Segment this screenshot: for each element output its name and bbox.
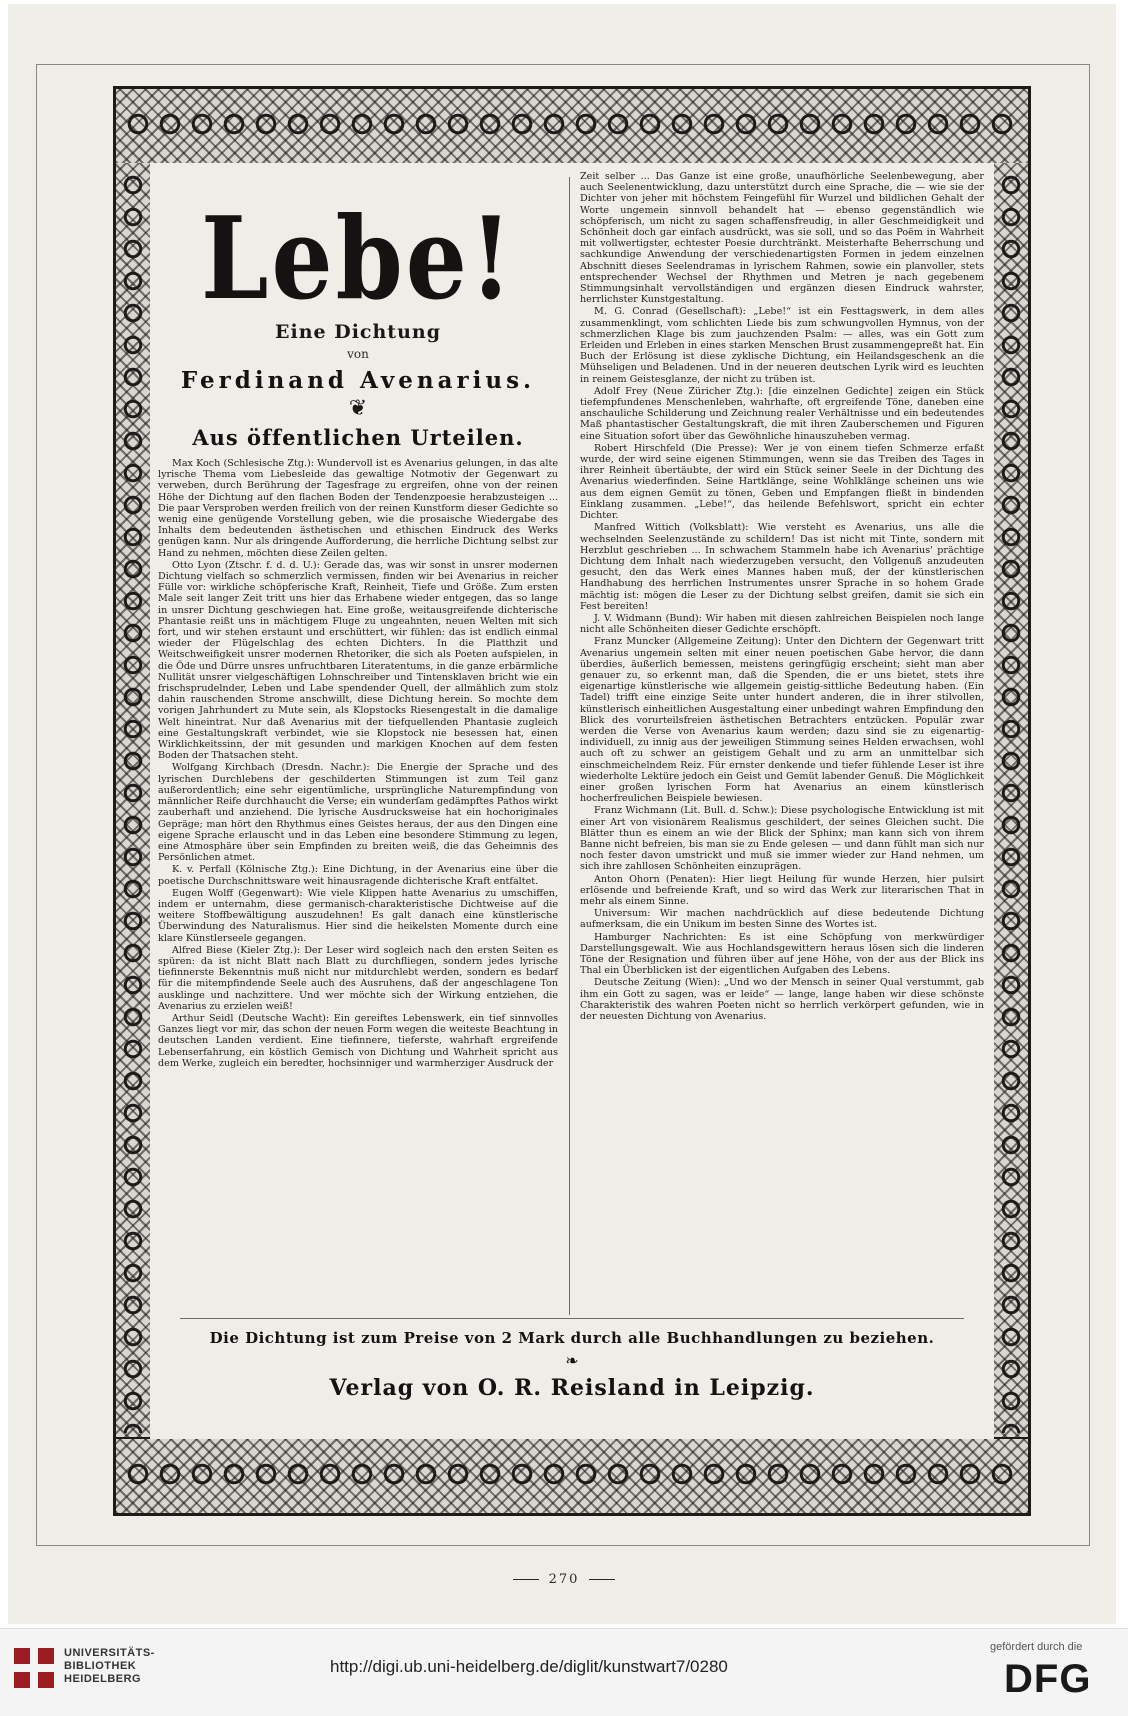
library-name: UNIVERSITÄTS- BIBLIOTHEK HEIDELBERG [64,1647,155,1685]
review-paragraph: M. G. Conrad (Gesellschaft): „Lebe!“ ist ein Festtagswerk, in dem alles zusammenklingt, vom schlichten Liede bis zum schwungvollen Hymnus, von der schmerzlichen Klage bis zum jauchzenden Psalm: — alles, was ein Gott zum Erleiden und Erleben in eines starken Menschen Brust zusammengepreßt hat. Ein Buch der Erlösung ist diese zyklische Dichtung, ein Heilandsgeschenk an die Mühseligen und Beladenen. Und in der neueren deutschen Lyrik wird es leuchten in reinem Geistesglanze, der nicht zu trüben ist. [580,306,984,385]
review-paragraph: Adolf Frey (Neue Züricher Ztg.): [die einzelnen Gedichte] zeigen ein Stück tiefempfundenes Menschenleben, wahrhafte, oft ergreifende Töne, daneben eine anschauliche Schilderung und Zeichnung realer Verhältnisse und ein bedeutendes Maß phantastischer Gestaltungskraft, die mit ihren Zauberschemen und Figuren eine Situation sofort über das Gewöhnliche hinauszuheben vermag. [580,385,984,442]
review-paragraph: Otto Lyon (Ztschr. f. d. d. U.): Gerade das, was wir sonst in unsrer modernen Dichtung vielfach so schmerzlich vermissen, finden wir bei Avenarius in reicher Fülle vor: wirkliche schöpferische Kraft, Reinheit, Tiefe und Größe. Zum ersten Male seit langer Zeit tritt uns hier das Erhabene wieder entgegen, das so lange in unsrer Dichtung geschwiegen hat. Eine große, weitausgreifende dichterische Phantasie reißt uns in mächtigem Fluge zu ungeahnten, neuen Welten mit sich fort, und wir stehen erstaunt und erschüttert, wir fühlen: das ist endlich einmal wieder der Flügelschlag des echten Dichters. In die Platthzit und Weitschweifigkeit unsrer modernen Rhetoriker, die sich als Poeten aufspielen, in die Öde und Dürre unsres unfruchtbaren Literatentums, in die ganze erbärmliche Nullität unsrer vielgeschäftigen Lohnschreiber und Tintensklaven bricht wie ein frischsprudelnder, Leben und Labe spendender Quell, der allmählich zum stolz dahin rauschenden Strome anschwillt, diese Dichtung herein. So mochte dem vorigen Jahrhundert zu Mute sein, als Klopstocks Riesengestalt in die damalige Welt hineintrat. Nur daß Avenarius mit der tiefquellenden Phantasie zugleich eine Gestaltungskraft verbindet, wie sie Klopstock nie besessen hat, einen Wirklichkeitssinn, der mit gesunden und markigen Knochen auf dem festen Boden der Thatsachen steht. [158,559,558,762]
separator-rule [180,1318,964,1319]
review-paragraph: Universum: Wir machen nachdrücklich auf diese bedeutende Dichtung aufmerksam, die ein Unikum im besten Sinne des Wortes ist. [580,908,984,931]
review-paragraph: Manfred Wittich (Volksblatt): Wie versteht es Avenarius, uns alle die wechselnden Seelenzustände zu schildern! Das ist nicht mit Tinte, sondern mit Herzblut geschrieben ... In schwachem Stammeln habe ich Avenarius' prächtige Dichtung dem Inhalt nach wiederzugeben versucht, den Vollgenuß anzudeuten gesucht, den das Werk eines Mannes haben muß, der der künstlerischen Handhabung des herrlichen Instrumentes unsrer Sprache in so hohem Grade mächtig ist: mögen die Leser zu der Dichtung selbst greifen, damit sie sich ein Fest bereiten! [580,522,984,612]
right-column [580,171,984,1023]
review-paragraph: Eugen Wolff (Gegenwart): Wie viele Klippen hatte Avenarius zu umschiffen, indem er unternahm, diese germanisch-charakteristische Dichtweise auf die weitere Stoffbewältigung auszudehnen! Es galt danach eine künstlerische Überwindung des Naturalismus. Hier sind die heikelsten Momente durch eine klare Künstlerseele gegangen. [158,887,558,944]
review-paragraph: J. V. Widmann (Bund): Wir haben mit diesen zahlreichen Beispielen noch lange nicht alle Schönheiten dieser Gedichte erschöpft. [580,612,984,636]
funded-by-label: gefördert durch die [990,1641,1083,1653]
review-paragraph: K. v. Perfall (Kölnische Ztg.): Eine Dichtung, in der Avenarius eine über die poetische Durchschnittsware weit hinausragende dichterische Kraft entfaltet. [158,864,558,887]
column-divider [569,177,570,1315]
review-paragraph: Max Koch (Schlesische Ztg.): Wundervoll ist es Avenarius gelungen, in das alte lyrische Thema vom Liebesleide das gewaltige Notmotiv der Gegenwart zu verweben, durch Berührung der Tagesfrage zu ergreifen, ohne von der reinen Höhe der Dichtung auf den flachen Boden der Tendenzpoesie herabzusteigen ... Die paar Versproben werden freilich von der reinen Kunstform dieser Gedichte so wenig eine genügende Vorstellung geben, wie die prosaische Wiedergabe des Inhalts dem bedeutenden ästhetischen und ethischen Eindruck des Werks genügen kann. Nur als dringende Aufforderung, die herrliche Dichtung selbst zur Hand zu nehmen, möchten diese Zeilen gelten. [158,458,558,559]
review-paragraph: Hamburger Nachrichten: Es ist eine Schöpfung von merkwürdiger Darstellungsgewalt. Wie aus Hochlandsgewittern heraus lösen sich die linderen Töne der Resignation und führen über auf jene Höhe, von der aus der Blick ins Thal ein Überblicken ist der eigentlichen Aufgaben des Lebens. [580,931,984,977]
review-paragraph: Arthur Seidl (Deutsche Wacht): Ein gereiftes Lebenswerk, ein tief sinnvolles Ganzes liegt vor mir, das schon der neuen Form wegen die weiteste Beachtung in deutschen Landen verdient. Eine tiefinnere, tieferste, wahrhaft ergreifende Lebenserfahrung, ein köstlich Gemisch von Dichtung und Wahrheit spricht aus dem Werke, zugleich ein beredter, hochsinniger und warmherziger Ausdruck der [158,1012,558,1069]
flourish-ornament: ❦ [348,396,368,421]
review-paragraph: Wolfgang Kirchbach (Dresdn. Nachr.): Die Energie der Sprache und des lyrischen Durchlebens der geschilderten Stimmungen ist zum Teil ganz außerordentlich; eine sehr eigentümliche, ursprüngliche Naturempfindung von männlicher Reife durchhaucht die Verse; ein wunderſam gedämpftes Pathos wirkt zauberhaft und anziehend. Die lyrische Ausdrucksweise hat ein hochoriginales Gepräge; man hört den Rhythmus eines Geistes heraus, der aus den Dingen eine eigene Sprache erlauscht und in das Leben eine besondere Stimmung zu legen, eine Atmosphäre über sein Empfinden zu breiten weiß, die das Geheimnis des Persönlichen atmet. [158,762,558,864]
border-band-bottom [116,1437,1028,1513]
subtitle: Eine Dichtung [275,321,441,343]
price-line: Die Dichtung ist zum Preise von 2 Mark durch alle Buchhandlungen zu beziehen. [209,1329,935,1347]
review-paragraph: Franz Wichmann (Lit. Bull. d. Schw.): Diese psychologische Entwicklung ist mit einer Art von visionärem Realismus geschildert, der seines Gleichen sucht. Die Blätter thun es einem an wie der Blick der Sphinx; man kann sich von ihrem Banne nicht befreien, bis man sie zu Ende gelesen — und dann fühlt man sich nur noch fester davon umstrickt und muß sie immer wieder zur Hand nehmen, um sich ihre zahllosen Schönheiten einzuprägen. [580,805,984,873]
page-number: 270 [0,1572,1128,1587]
review-paragraph: Anton Ohorn (Penaten): Hier liegt Heilung für wunde Herzen, hier pulsirt erlösende und befreiende Kraft, und so wird das Werk zur literarischen That in mehr als einem Sinne. [580,873,984,907]
review-paragraph: Robert Hirschfeld (Die Presse): Wer je von einem tiefen Schmerze erfaßt wurde, der wird seine eigenen Stimmungen, wenn sie das Treiben des Tages in ihrer Reinheit übertäubte, der wird ein Stück seiner Seele in der Dichtung des Avenarius wiederfinden. Seine Hartklänge, seine Wohlklänge scheinen uns wie aus dem eignen Gemüt zu tönen, Geben und Empfangen fließt in bindenden Einklang zusammen. „Lebe!“, das heilende Befehlswort, spricht ein echter Dichter. [580,442,984,522]
source-url-link[interactable]: http://digi.ub.uni-heidelberg.de/diglit/kunstwart7/0280 [330,1657,728,1676]
flourish-ornament: ❧ [565,1351,579,1370]
scanned-page [8,4,1116,1624]
advertisement-body [150,163,994,1439]
digitization-footer [0,1628,1128,1716]
review-paragraph: Franz Muncker (Allgemeine Zeitung): Unter den Dichtern der Gegenwart tritt Avenarius ungemein selten mit einer neuen poetischen Gabe hervor, die dann überdies, äußerlich bemessen, meistens geringfügig erscheint; sieht man aber genauer zu, so erkennt man, daß die Spenden, die er uns bietet, stets ihre eigenartige künstlerische wie allgemein geistig-sittliche Bedeutung haben. (Ein Tadel) trifft eine einzige Seite unter hundert anderen, die in ihrer stilvollen, künstlerisch einheitlichen Ausgestaltung einer unbedingt wahren Empfindung den Blick des vorurteilsfreien ästhetischen Betrachters entzücken. Populär zwar werden die Verse von Avenarius kaum werden; dazu sind sie zu eigenartig-individuell, zu innig aus der jeweiligen Stimmung seines Helden erwachsen, wohl auch oft zu schwer an geistigem Gehalt und zu arm an unmittelbar sich einschmeichelndem Reiz. Für ernster denkende und tiefer fühlende Leser ist ihre wiederholte Lektüre jedoch ein Geist und Gemüt labender Genuß. Die Möglichkeit einer großen lyrischen Form hat Avenarius an einem künstlerisch hocherfreulichen Beispiele bewiesen. [580,636,984,805]
border-band-top [116,89,1028,165]
publisher-line: Verlag von O. R. Reisland in Leipzig. [329,1375,815,1401]
book-title: Lebe! [201,191,515,326]
left-column [158,171,558,1070]
review-paragraph: Zeit selber ... Das Ganze ist eine große, unaufhörliche Seelenbewegung, aber auch Seelenentwicklung, dazu unterstützt durch eine Sprache, die — wie sie der Dichter von jeher mit höchstem Feingefühl für Wurzel und bildlichen Gehalt der Worte ungemein sinnvoll behandelt hat — ebenso gegenständlich wie schöpferisch, um nicht zu sagen schaffensfreudig, in aller Geschmeidigkeit und Schönheit doch gar einfach ausdrückt, was sie soll, und so das Poëm in Wahrheit mit vollwertigster, echtester Poesie durchtränkt. Meisterhafte Beherrschung und sachkundige Anwendung der verschiedenartigsten Formen in jedem einzelnen Abschnitt dieses Seelendramas in lyrischem Rahmen, sowie ein planvoller, stets entsprechender Wechsel der Rhythmen und Metren je nach gegebenem Stimmungsinhalt vervollständigen und ergänzen diesen Eindruck wahrster, herrlichster Kunstgestaltung. [580,171,984,306]
author-name: Ferdinand Avenarius. [180,367,536,394]
section-heading: Aus öffentlichen Urteilen. [192,425,524,450]
university-logo-icon [14,1648,54,1688]
review-paragraph: Deutsche Zeitung (Wien): „Und wo der Mensch in seiner Qual verstummt, gab ihm ein Gott zu sagen, was er leide“ — lange, lange haben wir diese schönste Charakteristik des wahren Poeten nicht so herrlich verkörpert gefunden, wie in der neuesten Dichtung von Avenarius. [580,977,984,1023]
border-band-right [992,163,1028,1439]
dfg-logo: DFG [1004,1657,1092,1701]
border-band-left [116,163,152,1439]
ornamental-border [113,86,1031,1516]
by-label: von [347,347,369,361]
review-paragraph: Alfred Biese (Kieler Ztg.): Der Leser wird sogleich nach den ersten Seiten es spüren: da ist nicht Blatt nach Blatt zu durchfliegen, sondern jedes lyrische tiefinnerste Bekenntnis muß nicht nur mitdurchlebt werden, sondern es bedarf für die mitempfindende Seele auch des Ausruhens, daß der angeschlagene Ton ausklinge und nachzittere. Und wer möchte sich der Wirkung entziehen, die Avenarius zu erzielen weiß! [158,944,558,1012]
